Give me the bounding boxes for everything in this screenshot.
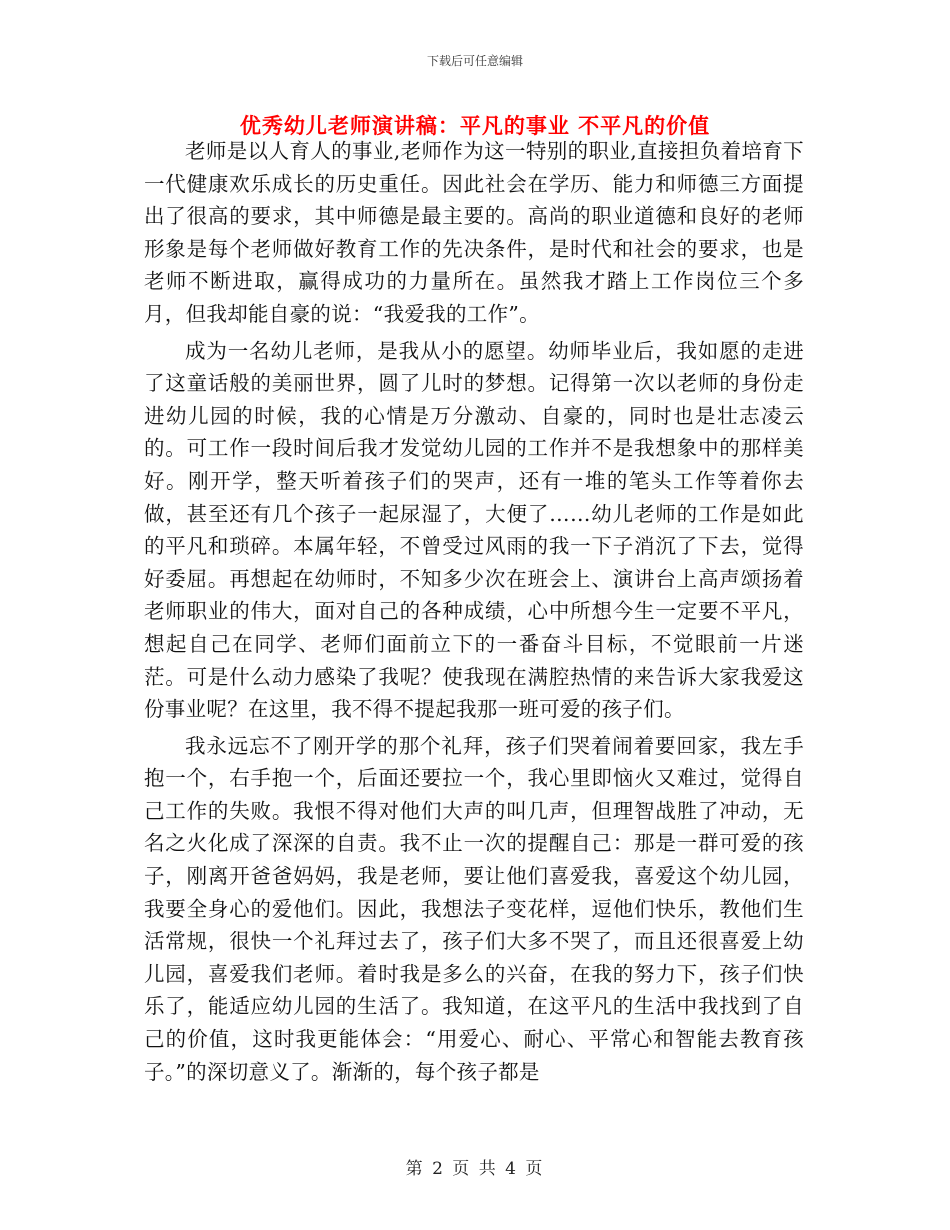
page-number-footer: 第 2 页 共 4 页 [405, 1159, 545, 1179]
paragraph-2: 成为一名幼儿老师，是我从小的愿望。幼师毕业后，我如愿的走进了这童话般的美丽世界，圆了儿时的梦想。记得第一次以老师的身份走进幼儿园的时候，我的心情是万分激动、自豪的，同时也是壮志凌云的。可工作一段时间后我才发觉幼儿园的工作并不是我想象中的那样美好。刚开学，整天听着孩子们的哭声，还有一堆的笔头工作等着你去做，甚至还有几个孩子一起尿湿了，大便了……幼儿老师的工作是如此的平凡和琐碎。本属年轻，不曾受过风雨的我一下子消沉了下去，觉得好委屈。再想起在幼师时，不知多少次在班会上、演讲台上高声颂扬着老师职业的伟大，面对自己的各种成绩，心中所想今生一定要不平凡，想起自己在同学、老师们面前立下的一番奋斗目标，不觉眼前一片迷茫。可是什么动力感染了我呢？使我现在满腔热情的来告诉大家我爱这份事业呢？在这里，我不得不提起我那一班可爱的孩子们。 [144, 338, 804, 722]
paragraph-1: 老师是以人育人的事业,老师作为这一特别的职业,直接担负着培育下一代健康欢乐成长的历史重任。因此社会在学历、能力和师德三方面提出了很高的要求，其中师德是最主要的。高尚的职业道德和良好的老师形象是每个老师做好教育工作的先决条件，是时代和社会的要求，也是老师不断进取，赢得成功的力量所在。虽然我才踏上工作岗位三个多月，但我却能自豪的说：“我爱我的工作”。 [144, 139, 804, 326]
document-body [144, 135, 804, 1092]
page-header-note: 下载后可任意编辑 [426, 54, 523, 68]
paragraph-3: 我永远忘不了刚开学的那个礼拜，孩子们哭着闹着要回家，我左手抱一个，右手抱一个，后面还要拉一个，我心里即恼火又难过，觉得自己工作的失败。我恨不得对他们大声的叫几声，但理智战胜了冲动，无名之火化成了深深的自责。我不止一次的提醒自己：那是一群可爱的孩子，刚离开爸爸妈妈，我是老师，要让他们喜爱我，喜爱这个幼儿园，我要全身心的爱他们。因此，我想法子变花样，逗他们快乐，教他们生活常规，很快一个礼拜过去了，孩子们大多不哭了，而且还很喜爱上幼儿园，喜爱我们老师。着时我是多么的兴奋，在我的努力下，孩子们快乐了，能适应幼儿园的生活了。我知道，在这平凡的生活中我找到了自己的价值，这时我更能体会：“用爱心、耐心、平常心和智能去教育孩子。”的深切意义了。渐渐的，每个孩子都是 [144, 733, 804, 1084]
document-title: 优秀幼儿老师演讲稿：平凡的事业 不平凡的价值 [239, 114, 711, 138]
